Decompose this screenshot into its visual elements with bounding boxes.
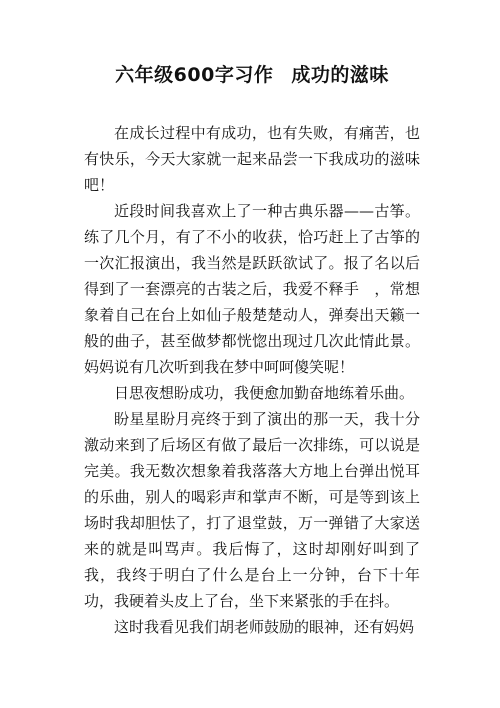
paragraph-4: 盼星星盼月亮终于到了演出的那一天，我十分激动来到了后场区有做了最后一次排练，可以说是完美。我无数次想象着我落落大方地上台弹出悦耳的乐曲，别人的喝彩声和掌声不断，可是等到该上场时我却胆怯了，打了退堂鼓，万一弹错了大家送来的就是叫骂声。我后悔了，这时却刚好叫到了我，我终于明白了什么是台上一分钟，台下十年功，我硬着头皮上了台，坐下来紧张的手在抖。	[84, 410, 420, 610]
document-body	[84, 120, 420, 640]
paragraph-1: 在成长过程中有成功，也有失败，有痛苦，也有快乐，今天大家就一起来品尝一下我成功的滋味吧！	[84, 124, 420, 194]
title-grade-label: 六年级600字习作	[115, 64, 274, 86]
paragraph-2: 近段时间我喜欢上了一种古典乐器——古筝。练了几个月，有了不小的收获，恰巧赶上了古筝的一次汇报演出，我当然是跃跃欲试了。报了名以后得到了一套漂亮的古装之后，我爱不释手 ，常想象着自己在台上如仙子般楚楚动人，弹奏出天籁一般的曲子，甚至做梦都恍惚出现过几次此情此景。妈妈说有几次听到我在梦中呵呵傻笑呢！	[84, 202, 420, 376]
paragraph-5: 这时我看见我们胡老师鼓励的眼神，还有妈妈	[114, 618, 415, 636]
title-essay-name: 成功的滋味	[291, 64, 389, 86]
document-title	[84, 62, 420, 88]
paragraph-3: 日思夜想盼成功，我便愈加勤奋地练着乐曲。	[114, 384, 415, 402]
